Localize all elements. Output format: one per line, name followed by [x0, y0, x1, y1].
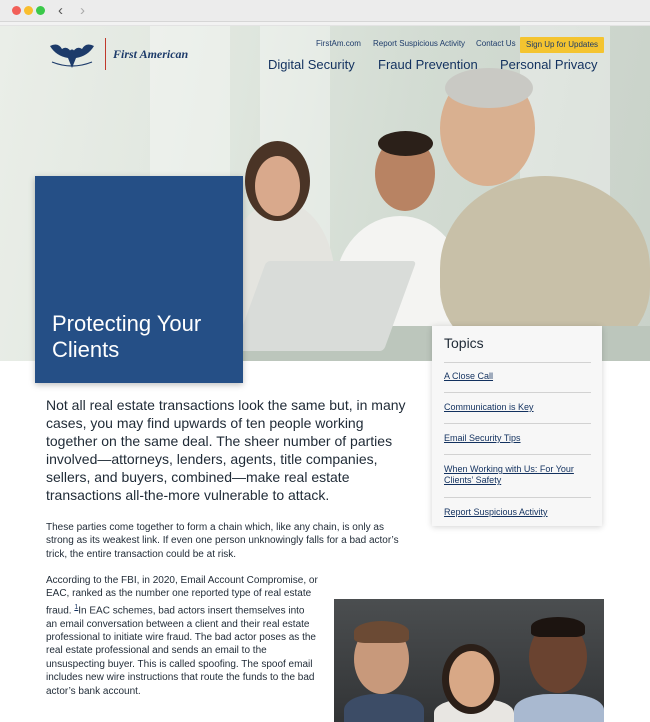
topic-link-report-suspicious-activity[interactable]: Report Suspicious Activity	[444, 507, 548, 517]
browser-toolbar	[0, 0, 650, 22]
web-page	[0, 25, 650, 722]
page-title: Protecting Your Clients	[52, 311, 202, 362]
footnote-link[interactable]: 1	[74, 603, 79, 611]
minimize-window-icon[interactable]	[24, 6, 33, 15]
forward-arrow-icon[interactable]: ›	[80, 2, 85, 19]
brand-name[interactable]: First American	[113, 47, 189, 61]
topics-heading: Topics	[444, 335, 484, 351]
topics-sidebar	[432, 326, 602, 526]
back-arrow-icon[interactable]: ‹	[58, 2, 63, 19]
close-window-icon[interactable]	[12, 6, 21, 15]
divider	[444, 497, 591, 498]
util-link-firstam[interactable]: FirstAm.com	[316, 39, 361, 48]
signup-button[interactable]: Sign Up for Updates	[520, 37, 604, 53]
divider	[444, 392, 591, 393]
para2-text-before: According to the FBI, in 2020, Email Account Compromise, or EAC, ranked as the number one reported type of real estate fraud.	[46, 575, 318, 617]
logo-divider	[105, 38, 106, 70]
body-paragraph-2	[46, 574, 318, 698]
topic-link-communication[interactable]: Communication is Key	[444, 402, 534, 412]
divider	[444, 362, 591, 363]
para2-text-after: In EAC schemes, bad actors insert themselves into an email conversation between a client and their real estate professional to initiate wire fraud. The bad actor poses as the real estate professional and sends an email to the unsuspecting buyer. This is called spoofing. The spoof email includes new wire instructions that route the funds to the bad actor’s bank account.	[46, 605, 316, 697]
body-paragraph-1: These parties come together to form a chain which, like any chain, is only as strong as its weakest link. If even one person unknowingly falls for a bad actor’s trick, the entire transaction could be at risk.	[46, 522, 399, 560]
util-link-contact-us[interactable]: Contact Us	[476, 39, 516, 48]
nav-fraud-prevention[interactable]: Fraud Prevention	[378, 57, 478, 72]
lead-paragraph: Not all real estate transactions look the same but, in many cases, you may find upwards of ten people working together on the same deal. The sheer number of parties involved—attorneys, lenders, agents, title companies, sellers, and buyers, combined—make real estate transactions all-the-more vulnerable to attack.	[46, 397, 406, 503]
nav-personal-privacy[interactable]: Personal Privacy	[500, 57, 598, 72]
topic-link-when-working-with-us[interactable]: When Working with Us: For Your Clients’ Safety	[444, 464, 574, 485]
team-photo	[334, 599, 604, 722]
topic-link-a-close-call[interactable]: A Close Call	[444, 371, 494, 381]
divider	[444, 423, 591, 424]
maximize-window-icon[interactable]	[36, 6, 45, 15]
nav-digital-security[interactable]: Digital Security	[268, 57, 355, 72]
eagle-logo-icon[interactable]	[46, 40, 98, 72]
util-link-report-suspicious-activity[interactable]: Report Suspicious Activity	[373, 39, 466, 48]
topic-link-email-security-tips[interactable]: Email Security Tips	[444, 433, 521, 443]
divider	[444, 454, 591, 455]
page-title-panel	[35, 176, 243, 383]
